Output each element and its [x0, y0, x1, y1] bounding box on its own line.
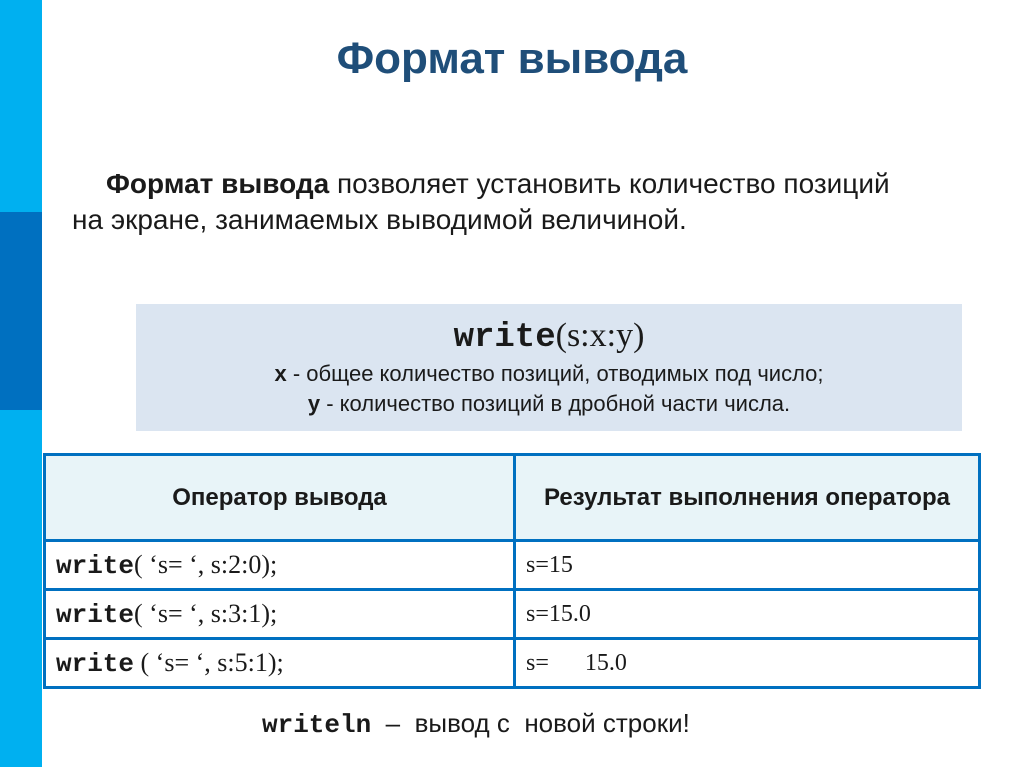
- param-x-name: x: [274, 361, 287, 386]
- header-result: Результат выполнения оператора: [515, 455, 980, 541]
- param-y-name: y: [307, 391, 321, 416]
- intro-line-1: [72, 166, 1002, 202]
- header-operator: Оператор вывода: [45, 455, 515, 541]
- syntax-args: (s:x:y): [555, 317, 645, 354]
- side-decoration-accent: [0, 212, 42, 410]
- syntax-box: [136, 304, 962, 431]
- param-y-desc: - количество позиций в дробной части числа.: [320, 391, 791, 416]
- param-x-desc: - общее количество позиций, отводимых под число;: [286, 361, 824, 386]
- operator-cell: [45, 639, 515, 688]
- intro-term: Формат вывода: [106, 168, 330, 199]
- result-cell: s=15: [515, 541, 980, 590]
- intro-line-2: на экране, занимаемых выводимой величиной.: [72, 204, 687, 235]
- footer-note: [262, 708, 690, 740]
- operator-cell: [45, 541, 515, 590]
- operator-keyword: write: [56, 550, 135, 581]
- param-y-line: [136, 389, 962, 419]
- result-cell: s=15.0: [515, 590, 980, 639]
- intro-line-1-text: позволяет установить количество позиций: [329, 168, 890, 199]
- operator-keyword: write: [56, 648, 135, 679]
- table-row: [45, 639, 980, 688]
- syntax-signature: [136, 314, 962, 359]
- table-row: [45, 590, 980, 639]
- intro-paragraph: [72, 166, 1002, 238]
- param-x-line: [136, 359, 962, 389]
- operator-args: ( ‘s= ‘, s:2:0);: [134, 549, 278, 579]
- table-header-row: [45, 455, 980, 541]
- operator-args: ( ‘s= ‘, s:3:1);: [134, 598, 278, 628]
- syntax-keyword: write: [453, 319, 556, 357]
- operators-table: [43, 453, 981, 689]
- footer-keyword: writeln: [262, 710, 372, 740]
- result-cell: s= 15.0: [515, 639, 980, 688]
- footer-text: – вывод с новой строки!: [371, 708, 690, 738]
- operator-args: ( ‘s= ‘, s:5:1);: [134, 647, 284, 677]
- table-row: [45, 541, 980, 590]
- operator-cell: [45, 590, 515, 639]
- slide-title: Формат вывода: [336, 34, 688, 83]
- operator-keyword: write: [56, 599, 135, 630]
